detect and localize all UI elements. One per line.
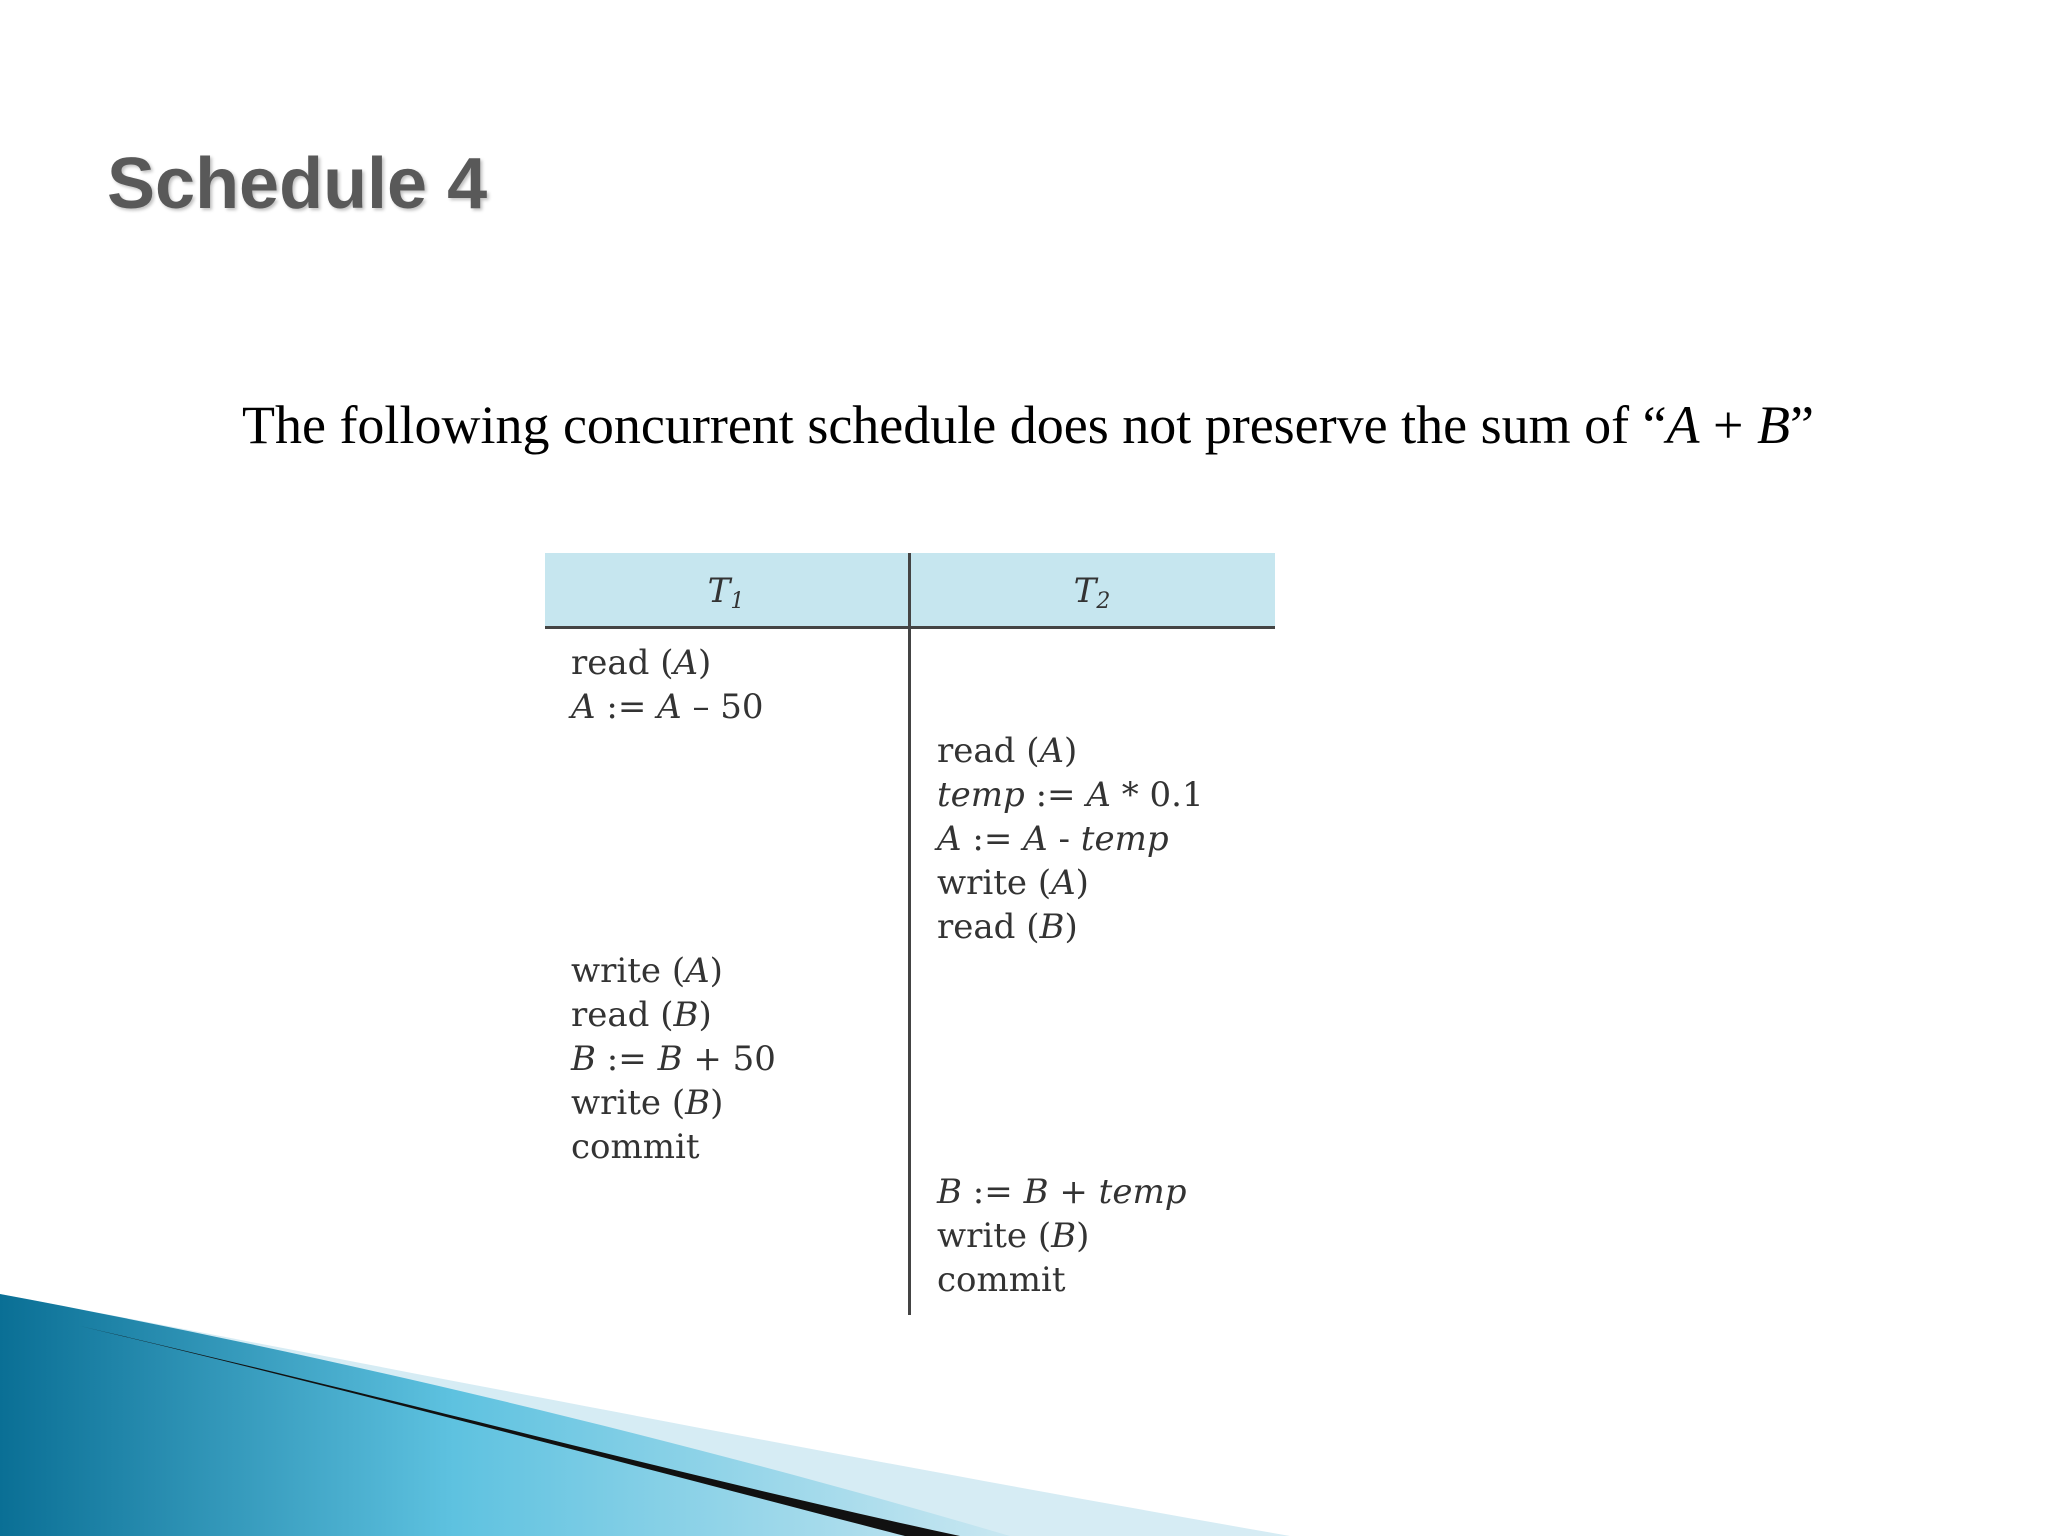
column-header-t2-subscript: 2 xyxy=(1096,589,1111,614)
body-text-close-quote: ” xyxy=(1790,395,1814,455)
t1-operations-block-1 xyxy=(571,641,764,729)
operation-line: read (A) xyxy=(571,643,712,683)
schedule-table xyxy=(545,553,1275,1315)
column-header-t1 xyxy=(545,571,907,622)
operation-line: A := A – 50 xyxy=(571,687,764,727)
body-text-plain: The following concurrent schedule does not preserve the sum of xyxy=(242,395,1643,455)
operation-line: temp := A * 0.1 xyxy=(937,775,1204,815)
operation-line: B := B + temp xyxy=(937,1172,1187,1212)
operation-line: commit xyxy=(571,1127,700,1167)
column-divider xyxy=(908,553,911,1315)
operation-line: read (B) xyxy=(571,995,712,1035)
operation-line: commit xyxy=(937,1260,1066,1300)
body-text-var-b: B xyxy=(1757,395,1791,455)
slide-title: Schedule 4 xyxy=(107,144,488,224)
corner-swoosh-decoration xyxy=(0,1280,1300,1536)
operation-line: A := A - temp xyxy=(937,819,1169,859)
operation-line: write (B) xyxy=(937,1216,1090,1256)
operation-line: write (A) xyxy=(571,951,723,991)
body-text-plus: + xyxy=(1699,395,1758,455)
operation-line: read (A) xyxy=(937,731,1078,771)
t2-operations-block-1 xyxy=(937,729,1204,949)
operation-line: write (A) xyxy=(937,863,1089,903)
swoosh-blue-band xyxy=(0,1294,1010,1536)
slide-body-text xyxy=(242,390,1882,460)
operation-line: write (B) xyxy=(571,1083,724,1123)
column-header-t1-subscript: 1 xyxy=(730,589,745,614)
body-text-open-quote: “ xyxy=(1642,395,1667,455)
t1-operations-block-2 xyxy=(571,949,776,1169)
operation-line: B := B + 50 xyxy=(571,1039,776,1079)
operation-line: read (B) xyxy=(937,907,1078,947)
column-header-t2 xyxy=(911,571,1273,622)
column-header-t1-label: T xyxy=(707,571,731,611)
body-text-var-a: A xyxy=(1666,395,1700,455)
column-header-t2-label: T xyxy=(1073,571,1097,611)
